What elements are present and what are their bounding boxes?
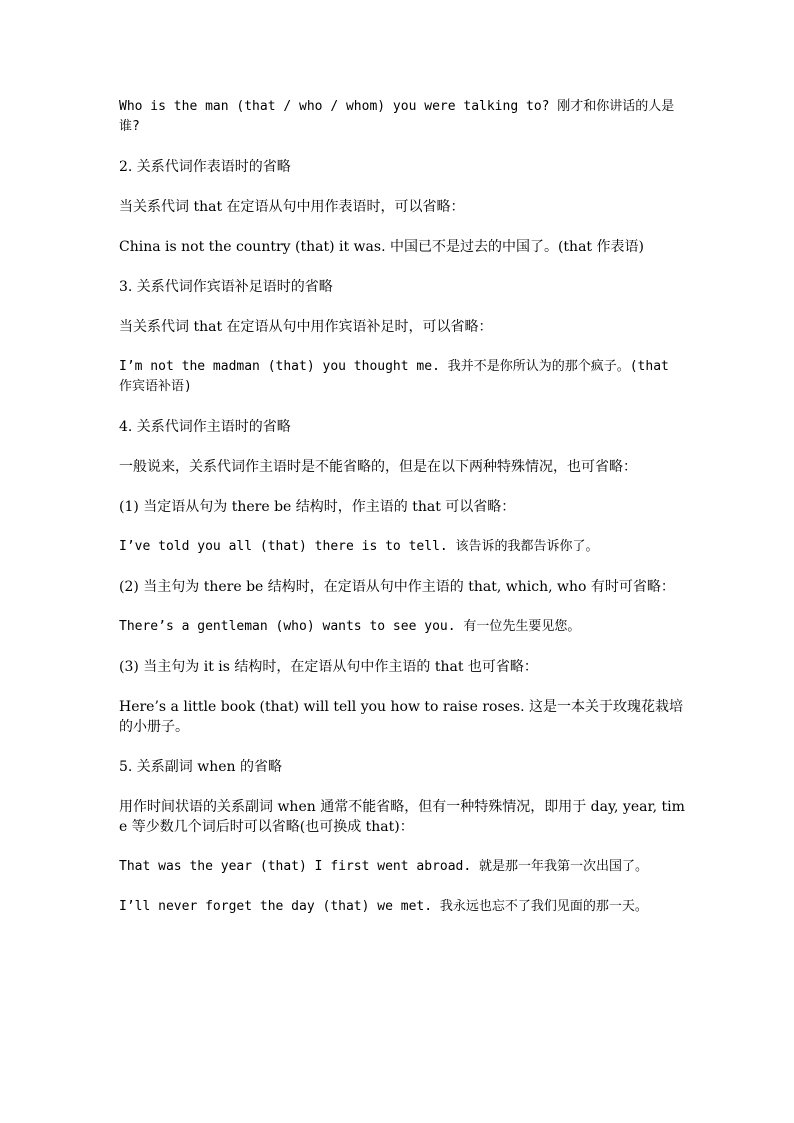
case-text: (3) 当主句为 it is 结构时，在定语从句中作主语的 that 也可省略： <box>119 659 538 675</box>
example-sentence: There’s a gentleman (who) wants to see you. 有一位先生要见您。 <box>119 619 581 634</box>
section-heading: 2. 关系代词作表语时的省略 <box>119 159 291 175</box>
rule-text: 用作时间状语的关系副词 when 通常不能省略，但有一种特殊情况，即用于 day, year, time 等少数几个词后时可以省略(也可换成 that)： <box>119 799 685 835</box>
case-text: (2) 当主句为 there be 结构时，在定语从句中作主语的 that, which, who 有时可省略： <box>119 579 675 595</box>
section-heading: 3. 关系代词作宾语补足语时的省略 <box>119 279 333 295</box>
example-sentence: China is not the country (that) it was. 中国已不是过去的中国了。(that 作表语) <box>119 239 644 255</box>
rule-text: 当关系代词 that 在定语从句中用作宾语补足时，可以省略： <box>119 319 493 335</box>
rule-text: 一般说来，关系代词作主语时是不能省略的，但是在以下两种特殊情况，也可省略： <box>119 459 637 475</box>
rule-text: 当关系代词 that 在定语从句中用作表语时，可以省略： <box>119 199 465 215</box>
example-sentence: Here’s a little book (that) will tell you how to raise roses. 这是一本关于玫瑰花栽培的小册子。 <box>119 699 683 735</box>
section-heading: 5. 关系副词 when 的省略 <box>119 759 283 775</box>
example-sentence: I’ve told you all (that) there is to tell. 该告诉的我都告诉你了。 <box>119 539 599 554</box>
example-sentence: I’m not the madman (that) you thought me. 我并不是你所认为的那个疯子。(that 作宾语补语) <box>119 359 669 394</box>
example-sentence: Who is the man (that / who / whom) you were talking to? 刚才和你讲话的人是谁? <box>119 99 675 134</box>
document-body <box>119 97 689 937</box>
case-text: (1) 当定语从句为 there be 结构时，作主语的 that 可以省略： <box>119 499 516 515</box>
example-sentence: That was the year (that) I first went abroad. 就是那一年我第一次出国了。 <box>119 859 649 874</box>
section-heading: 4. 关系代词作主语时的省略 <box>119 419 291 435</box>
example-sentence: I’ll never forget the day (that) we met. 我永远也忘不了我们见面的那一天。 <box>119 899 648 914</box>
